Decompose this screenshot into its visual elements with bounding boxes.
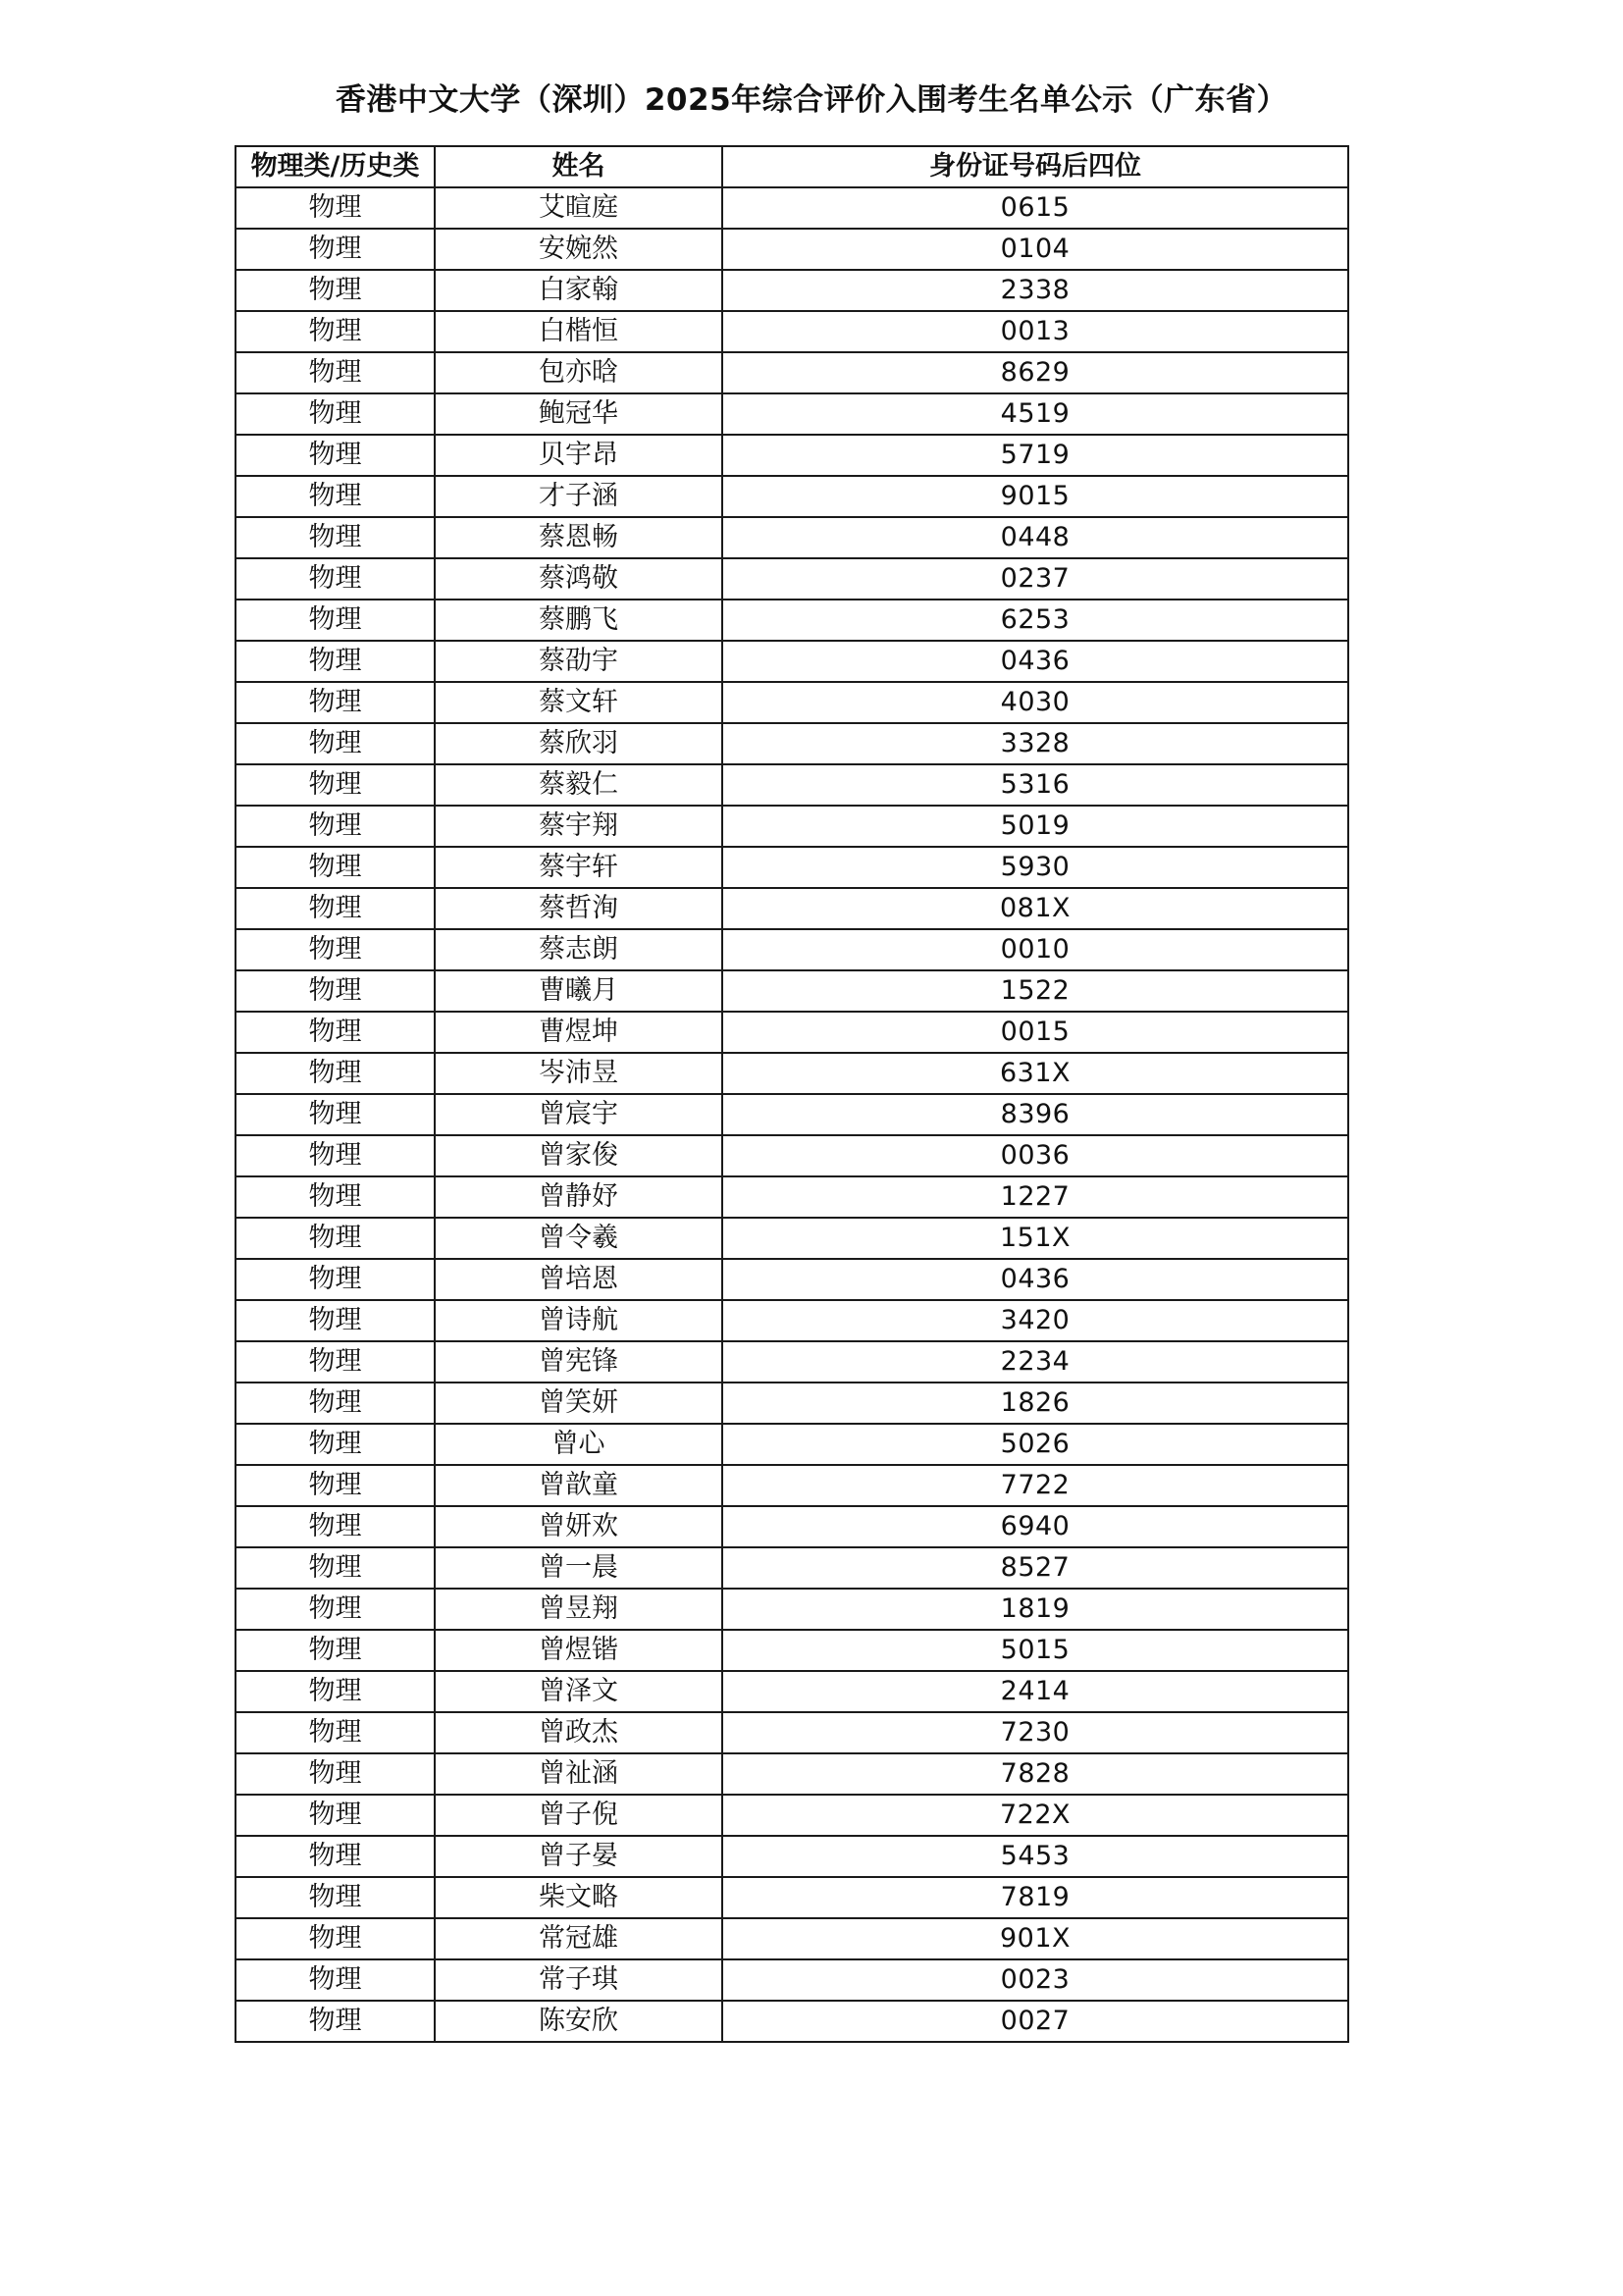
cell-id-last4: 8527 bbox=[722, 1547, 1348, 1589]
table-row bbox=[236, 1671, 1348, 1712]
cell-category: 物理 bbox=[236, 517, 435, 558]
table-row bbox=[236, 1918, 1348, 1959]
cell-category: 物理 bbox=[236, 764, 435, 806]
cell-id-last4: 5026 bbox=[722, 1424, 1348, 1465]
table-row bbox=[236, 1547, 1348, 1589]
cell-category: 物理 bbox=[236, 1918, 435, 1959]
table-row bbox=[236, 1135, 1348, 1176]
cell-id-last4: 0436 bbox=[722, 641, 1348, 682]
table-row bbox=[236, 1424, 1348, 1465]
table-row bbox=[236, 2001, 1348, 2042]
table-row bbox=[236, 435, 1348, 476]
cell-name: 曾令羲 bbox=[435, 1218, 722, 1259]
cell-name: 蔡文轩 bbox=[435, 682, 722, 723]
cell-id-last4: 7819 bbox=[722, 1877, 1348, 1918]
table-row bbox=[236, 1383, 1348, 1424]
cell-id-last4: 1819 bbox=[722, 1589, 1348, 1630]
cell-category: 物理 bbox=[236, 1053, 435, 1094]
cell-category: 物理 bbox=[236, 1795, 435, 1836]
table-row bbox=[236, 352, 1348, 393]
cell-id-last4: 7722 bbox=[722, 1465, 1348, 1506]
cell-name: 艾暄庭 bbox=[435, 187, 722, 229]
table-row bbox=[236, 641, 1348, 682]
table-row bbox=[236, 1094, 1348, 1135]
cell-name: 曾歆童 bbox=[435, 1465, 722, 1506]
cell-category: 物理 bbox=[236, 1218, 435, 1259]
cell-id-last4: 1227 bbox=[722, 1176, 1348, 1218]
cell-id-last4: 4519 bbox=[722, 393, 1348, 435]
table-row bbox=[236, 187, 1348, 229]
table-row bbox=[236, 1053, 1348, 1094]
cell-name: 安婉然 bbox=[435, 229, 722, 270]
cell-name: 常子琪 bbox=[435, 1959, 722, 2001]
cell-id-last4: 0448 bbox=[722, 517, 1348, 558]
cell-id-last4: 0010 bbox=[722, 929, 1348, 970]
cell-name: 蔡毅仁 bbox=[435, 764, 722, 806]
cell-name: 蔡宇轩 bbox=[435, 847, 722, 888]
table-row bbox=[236, 888, 1348, 929]
cell-name: 曾泽文 bbox=[435, 1671, 722, 1712]
cell-id-last4: 0615 bbox=[722, 187, 1348, 229]
cell-id-last4: 0104 bbox=[722, 229, 1348, 270]
cell-category: 物理 bbox=[236, 888, 435, 929]
cell-category: 物理 bbox=[236, 1753, 435, 1795]
cell-id-last4: 9015 bbox=[722, 476, 1348, 517]
cell-name: 曹煜坤 bbox=[435, 1012, 722, 1053]
cell-name: 才子涵 bbox=[435, 476, 722, 517]
cell-category: 物理 bbox=[236, 682, 435, 723]
table-row bbox=[236, 311, 1348, 352]
cell-name: 曾昱翔 bbox=[435, 1589, 722, 1630]
cell-category: 物理 bbox=[236, 1259, 435, 1300]
cell-category: 物理 bbox=[236, 1959, 435, 2001]
table-row bbox=[236, 1465, 1348, 1506]
table-body bbox=[236, 187, 1348, 2042]
cell-category: 物理 bbox=[236, 929, 435, 970]
cell-name: 曾子倪 bbox=[435, 1795, 722, 1836]
cell-category: 物理 bbox=[236, 1712, 435, 1753]
cell-category: 物理 bbox=[236, 270, 435, 311]
cell-category: 物理 bbox=[236, 1671, 435, 1712]
table-row bbox=[236, 270, 1348, 311]
table-row bbox=[236, 682, 1348, 723]
cell-category: 物理 bbox=[236, 970, 435, 1012]
cell-category: 物理 bbox=[236, 229, 435, 270]
table-row bbox=[236, 1836, 1348, 1877]
cell-category: 物理 bbox=[236, 1424, 435, 1465]
cell-name: 蔡鸿敬 bbox=[435, 558, 722, 600]
cell-id-last4: 7230 bbox=[722, 1712, 1348, 1753]
header-category: 物理类/历史类 bbox=[236, 146, 435, 187]
cell-name: 曾静妤 bbox=[435, 1176, 722, 1218]
page-title: 香港中文大学（深圳）2025年综合评价入围考生名单公示（广东省） bbox=[335, 82, 1288, 118]
cell-id-last4: 1522 bbox=[722, 970, 1348, 1012]
cell-name: 岑沛昱 bbox=[435, 1053, 722, 1094]
cell-name: 曾子晏 bbox=[435, 1836, 722, 1877]
cell-id-last4: 3328 bbox=[722, 723, 1348, 764]
cell-category: 物理 bbox=[236, 1341, 435, 1383]
cell-id-last4: 8629 bbox=[722, 352, 1348, 393]
cell-name: 包亦晗 bbox=[435, 352, 722, 393]
cell-name: 蔡欣羽 bbox=[435, 723, 722, 764]
table-row bbox=[236, 600, 1348, 641]
cell-name: 曾宸宇 bbox=[435, 1094, 722, 1135]
candidate-table bbox=[235, 145, 1349, 2043]
table-row bbox=[236, 1795, 1348, 1836]
cell-id-last4: 1826 bbox=[722, 1383, 1348, 1424]
cell-name: 鲍冠华 bbox=[435, 393, 722, 435]
table-header bbox=[236, 146, 1348, 187]
cell-name: 曾妍欢 bbox=[435, 1506, 722, 1547]
table-row bbox=[236, 1218, 1348, 1259]
cell-id-last4: 0015 bbox=[722, 1012, 1348, 1053]
cell-name: 蔡宇翔 bbox=[435, 806, 722, 847]
cell-name: 陈安欣 bbox=[435, 2001, 722, 2042]
cell-id-last4: 0237 bbox=[722, 558, 1348, 600]
table-row bbox=[236, 558, 1348, 600]
table-row bbox=[236, 723, 1348, 764]
cell-id-last4: 5930 bbox=[722, 847, 1348, 888]
cell-category: 物理 bbox=[236, 1465, 435, 1506]
table-row bbox=[236, 1753, 1348, 1795]
table-row bbox=[236, 1012, 1348, 1053]
table-row bbox=[236, 1506, 1348, 1547]
cell-name: 蔡恩畅 bbox=[435, 517, 722, 558]
cell-id-last4: 7828 bbox=[722, 1753, 1348, 1795]
cell-name: 曾煜锴 bbox=[435, 1630, 722, 1671]
cell-category: 物理 bbox=[236, 1300, 435, 1341]
cell-name: 柴文略 bbox=[435, 1877, 722, 1918]
table-row bbox=[236, 1877, 1348, 1918]
cell-id-last4: 5015 bbox=[722, 1630, 1348, 1671]
table-row bbox=[236, 929, 1348, 970]
cell-name: 曹曦月 bbox=[435, 970, 722, 1012]
cell-category: 物理 bbox=[236, 1383, 435, 1424]
cell-name: 白楷恒 bbox=[435, 311, 722, 352]
header-name: 姓名 bbox=[435, 146, 722, 187]
cell-id-last4: 0013 bbox=[722, 311, 1348, 352]
cell-id-last4: 2234 bbox=[722, 1341, 1348, 1383]
cell-id-last4: 0436 bbox=[722, 1259, 1348, 1300]
table-row bbox=[236, 1630, 1348, 1671]
cell-category: 物理 bbox=[236, 393, 435, 435]
cell-id-last4: 722X bbox=[722, 1795, 1348, 1836]
cell-id-last4: 4030 bbox=[722, 682, 1348, 723]
cell-id-last4: 3420 bbox=[722, 1300, 1348, 1341]
cell-category: 物理 bbox=[236, 558, 435, 600]
cell-id-last4: 5719 bbox=[722, 435, 1348, 476]
table-row bbox=[236, 1712, 1348, 1753]
cell-category: 物理 bbox=[236, 476, 435, 517]
cell-category: 物理 bbox=[236, 1836, 435, 1877]
cell-id-last4: 5019 bbox=[722, 806, 1348, 847]
table-row bbox=[236, 1176, 1348, 1218]
table-row bbox=[236, 393, 1348, 435]
cell-id-last4: 5453 bbox=[722, 1836, 1348, 1877]
cell-id-last4: 0036 bbox=[722, 1135, 1348, 1176]
cell-category: 物理 bbox=[236, 806, 435, 847]
cell-category: 物理 bbox=[236, 1877, 435, 1918]
table-row bbox=[236, 476, 1348, 517]
table-row bbox=[236, 229, 1348, 270]
cell-category: 物理 bbox=[236, 1135, 435, 1176]
cell-id-last4: 8396 bbox=[722, 1094, 1348, 1135]
cell-name: 曾政杰 bbox=[435, 1712, 722, 1753]
cell-id-last4: 6940 bbox=[722, 1506, 1348, 1547]
header-row bbox=[236, 146, 1348, 187]
cell-name: 曾心 bbox=[435, 1424, 722, 1465]
cell-category: 物理 bbox=[236, 1589, 435, 1630]
cell-name: 蔡鹏飞 bbox=[435, 600, 722, 641]
cell-id-last4: 6253 bbox=[722, 600, 1348, 641]
cell-category: 物理 bbox=[236, 435, 435, 476]
cell-name: 曾诗航 bbox=[435, 1300, 722, 1341]
cell-category: 物理 bbox=[236, 1630, 435, 1671]
table-row bbox=[236, 517, 1348, 558]
cell-category: 物理 bbox=[236, 311, 435, 352]
cell-category: 物理 bbox=[236, 1094, 435, 1135]
cell-id-last4: 0027 bbox=[722, 2001, 1348, 2042]
table-row bbox=[236, 806, 1348, 847]
cell-category: 物理 bbox=[236, 723, 435, 764]
cell-name: 蔡劭宇 bbox=[435, 641, 722, 682]
cell-id-last4: 5316 bbox=[722, 764, 1348, 806]
cell-name: 曾培恩 bbox=[435, 1259, 722, 1300]
cell-name: 曾宪锋 bbox=[435, 1341, 722, 1383]
cell-category: 物理 bbox=[236, 641, 435, 682]
cell-category: 物理 bbox=[236, 1012, 435, 1053]
cell-id-last4: 901X bbox=[722, 1918, 1348, 1959]
cell-category: 物理 bbox=[236, 352, 435, 393]
cell-category: 物理 bbox=[236, 847, 435, 888]
cell-id-last4: 081X bbox=[722, 888, 1348, 929]
table-row bbox=[236, 847, 1348, 888]
cell-id-last4: 151X bbox=[722, 1218, 1348, 1259]
cell-id-last4: 2414 bbox=[722, 1671, 1348, 1712]
cell-category: 物理 bbox=[236, 1506, 435, 1547]
cell-category: 物理 bbox=[236, 1547, 435, 1589]
table-row bbox=[236, 1300, 1348, 1341]
table-row bbox=[236, 1341, 1348, 1383]
cell-id-last4: 631X bbox=[722, 1053, 1348, 1094]
cell-name: 曾一晨 bbox=[435, 1547, 722, 1589]
cell-category: 物理 bbox=[236, 187, 435, 229]
table-row bbox=[236, 1259, 1348, 1300]
cell-name: 曾笑妍 bbox=[435, 1383, 722, 1424]
cell-name: 曾祉涵 bbox=[435, 1753, 722, 1795]
cell-name: 贝宇昂 bbox=[435, 435, 722, 476]
table-row bbox=[236, 970, 1348, 1012]
cell-name: 蔡志朗 bbox=[435, 929, 722, 970]
table-row bbox=[236, 764, 1348, 806]
cell-category: 物理 bbox=[236, 1176, 435, 1218]
cell-id-last4: 0023 bbox=[722, 1959, 1348, 2001]
table-row bbox=[236, 1589, 1348, 1630]
cell-name: 白家翰 bbox=[435, 270, 722, 311]
cell-name: 曾家俊 bbox=[435, 1135, 722, 1176]
cell-name: 常冠雄 bbox=[435, 1918, 722, 1959]
cell-category: 物理 bbox=[236, 600, 435, 641]
cell-name: 蔡哲洵 bbox=[435, 888, 722, 929]
cell-id-last4: 2338 bbox=[722, 270, 1348, 311]
cell-category: 物理 bbox=[236, 2001, 435, 2042]
table-row bbox=[236, 1959, 1348, 2001]
header-id-last4: 身份证号码后四位 bbox=[722, 146, 1348, 187]
